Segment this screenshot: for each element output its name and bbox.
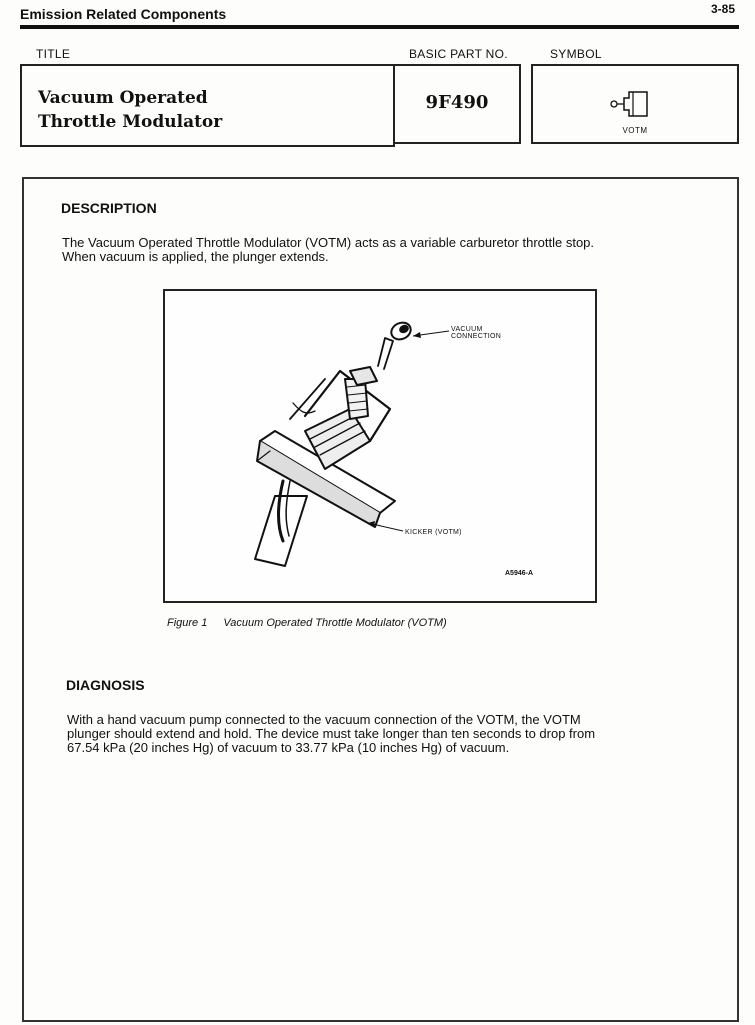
callout-vacuum-line: CONNECTION (451, 333, 502, 340)
title-label: TITLE (36, 47, 71, 61)
figure-caption (167, 617, 447, 629)
description-text (62, 236, 594, 264)
figure-1 (163, 289, 597, 603)
part-number-label: BASIC PART NO. (409, 47, 508, 61)
figure-id: A5946-A (505, 570, 534, 577)
description-line: The Vacuum Operated Throttle Modulator (VOTM) acts as a variable carburetor throttle stop. (62, 235, 595, 250)
diagnosis-line: 67.54 kPa (20 inches Hg) of vacuum to 33.77 kPa (10 inches Hg) of vacuum. (67, 740, 510, 755)
diagnosis-heading: DIAGNOSIS (66, 677, 145, 693)
description-line: When vacuum is applied, the plunger extends. (62, 249, 329, 264)
component-title-line2: Throttle Modulator (38, 112, 223, 132)
figure-caption-text: Vacuum Operated Throttle Modulator (VOTM) (223, 617, 447, 629)
callout-vacuum-line: VACUUM (451, 326, 483, 333)
component-title (38, 86, 222, 134)
page-number: 3-85 (710, 2, 735, 16)
title-box (20, 64, 395, 147)
part-number-box (393, 64, 521, 144)
votm-symbol-icon (607, 86, 657, 122)
diagnosis-line: With a hand vacuum pump connected to the vacuum connection of the VOTM, the VOTM (67, 712, 581, 727)
symbol-caption: VOTM (622, 126, 648, 135)
symbol-label: SYMBOL (550, 47, 602, 61)
header-rule (20, 25, 739, 29)
description-heading: DESCRIPTION (61, 200, 157, 216)
diagnosis-text (67, 713, 595, 755)
callout-kicker: KICKER (VOTM) (405, 529, 462, 536)
part-number: 9F490 (425, 92, 489, 113)
callout-vacuum-connection (451, 326, 501, 340)
votm-illustration (165, 291, 595, 601)
section-title: Emission Related Components (20, 6, 227, 22)
diagnosis-line: plunger should extend and hold. The device must take longer than ten seconds to drop from (67, 726, 596, 741)
component-title-line1: Vacuum Operated (38, 88, 208, 108)
figure-caption-number: Figure 1 (167, 617, 208, 629)
symbol-box (531, 64, 739, 144)
